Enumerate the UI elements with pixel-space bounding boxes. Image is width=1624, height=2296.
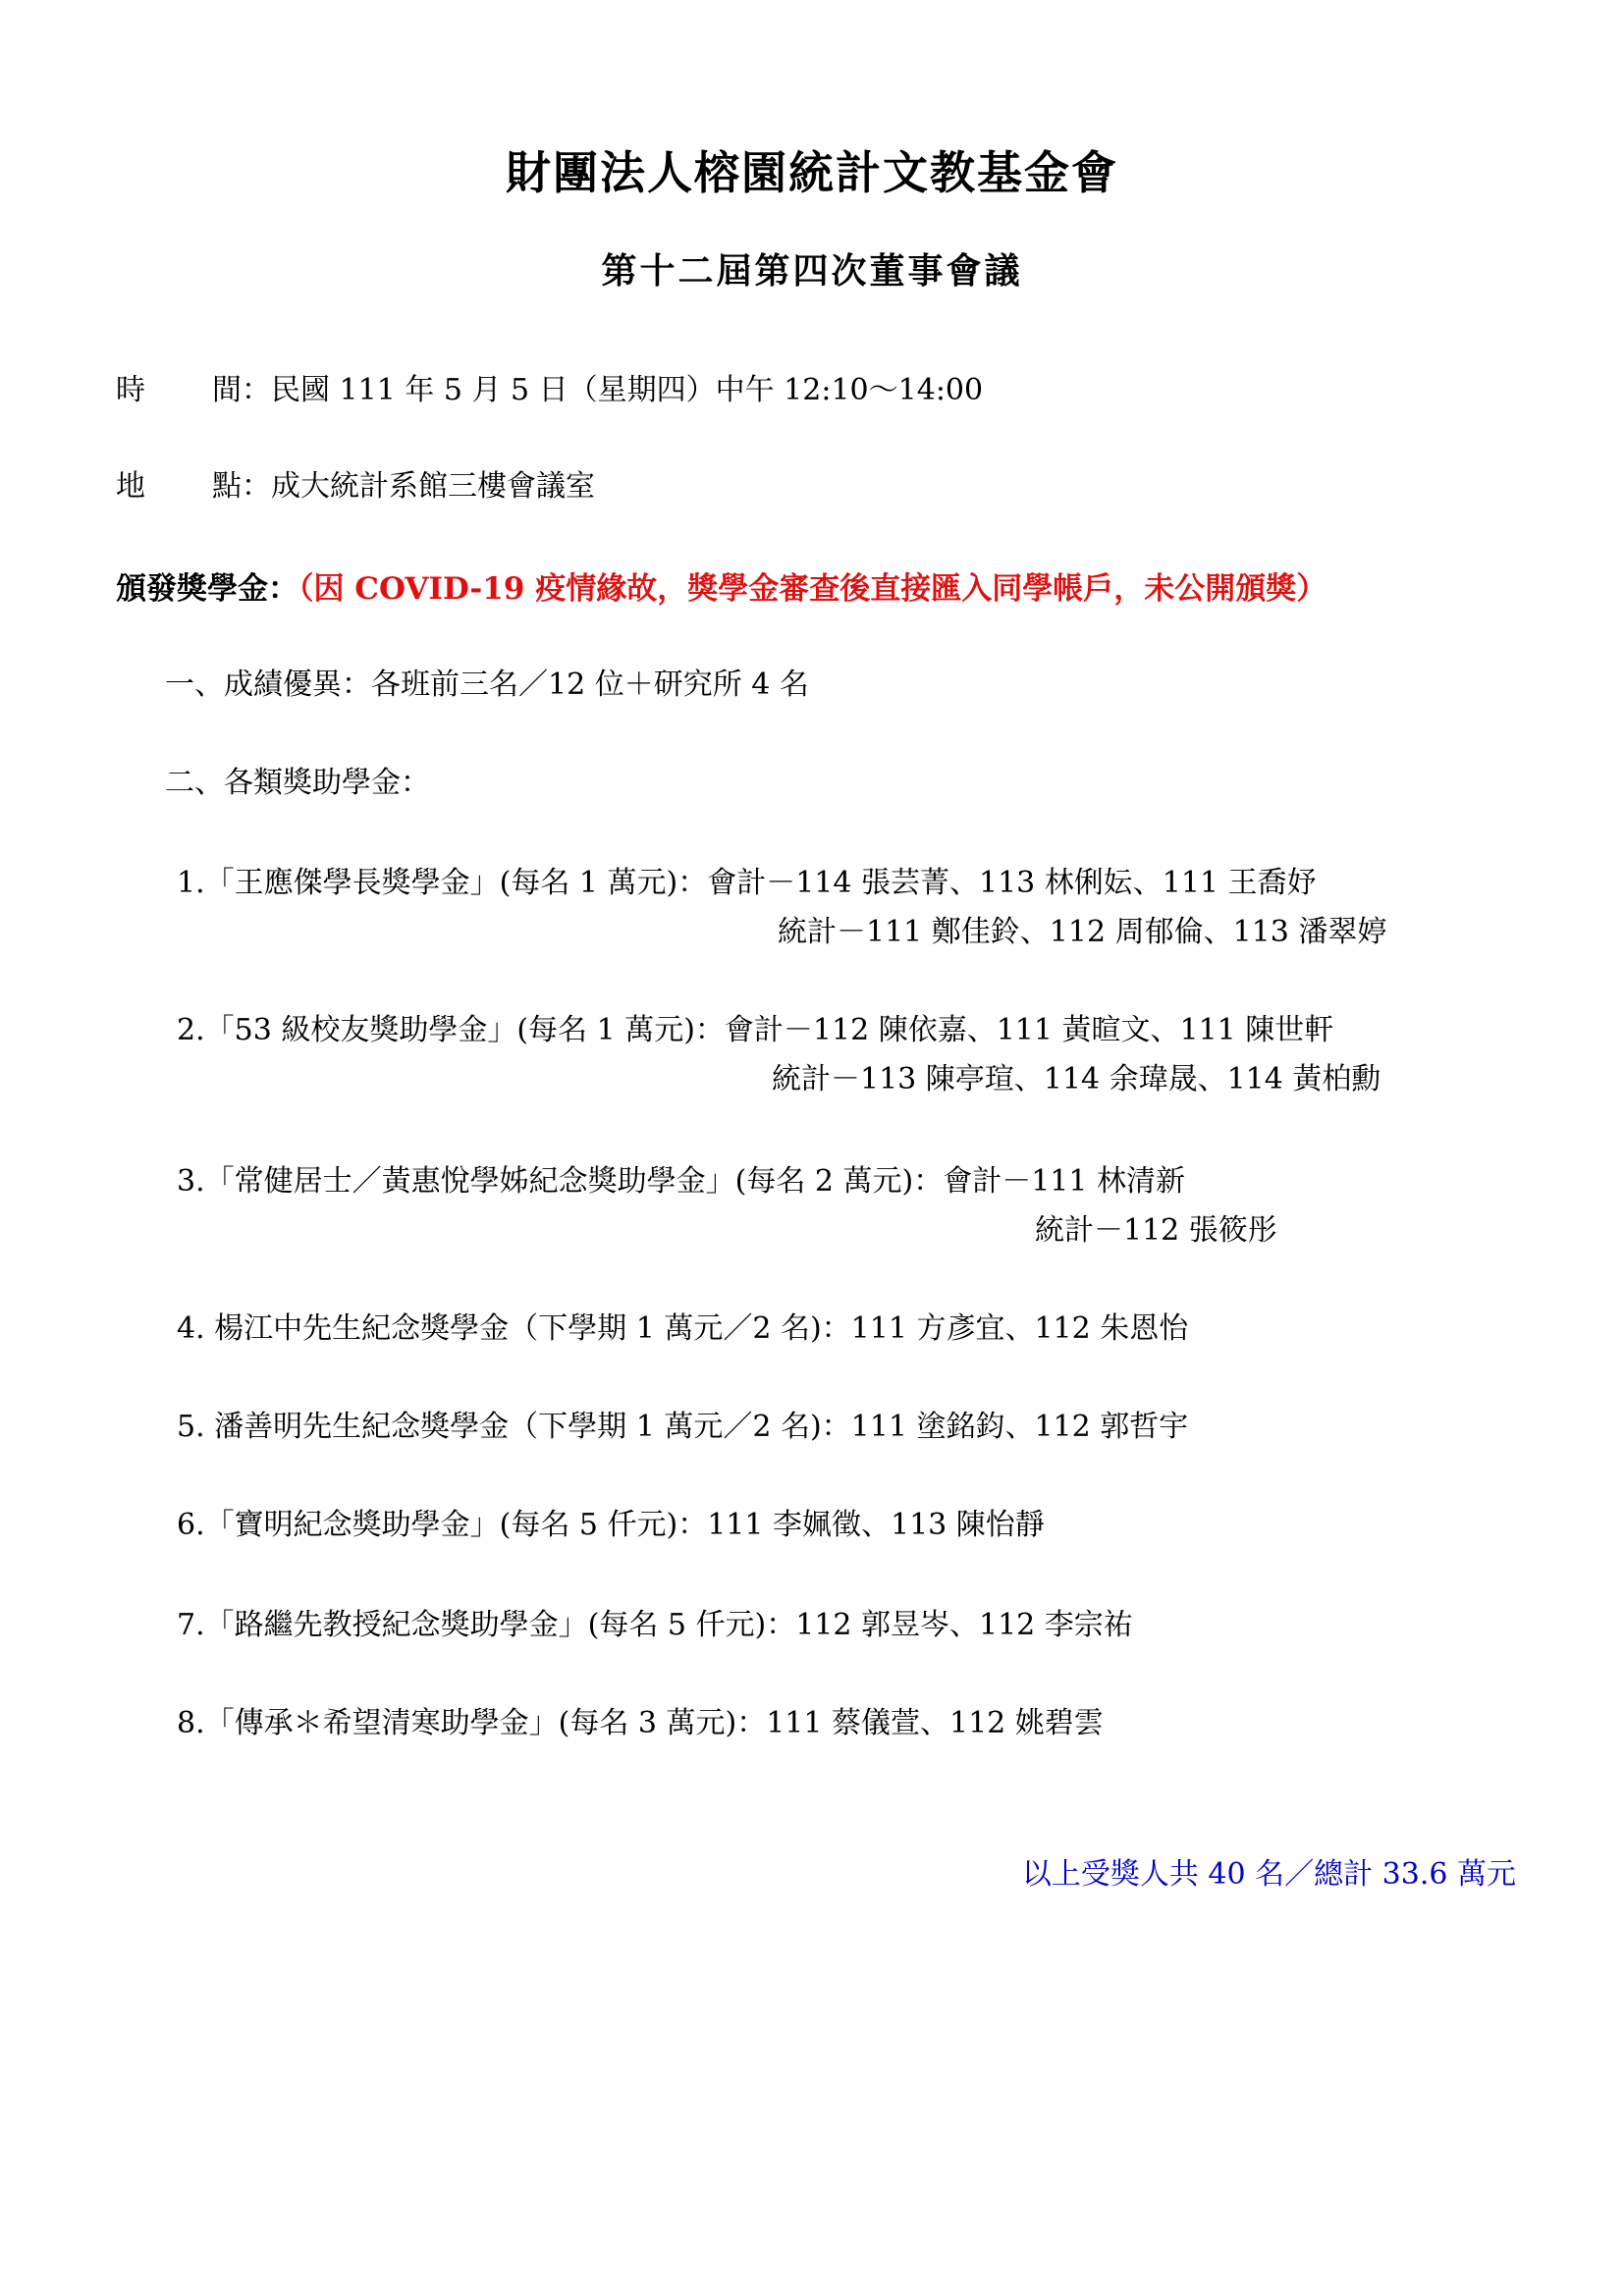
- scholarship-item-1-line1: 1.「王應傑學長獎學金」(每名 1 萬元)：會計－114 張芸菁、113 林俐妘、111 王喬妤: [177, 866, 1317, 900]
- category-excellent: 一、成績優異：各班前三名／12 位＋研究所 4 名: [165, 667, 809, 702]
- place-value: 成大統計系館三樓會議室: [271, 469, 595, 504]
- scholarship-item-2-line2: 統計－113 陳亭瑄、114 余瑋晟、114 黃柏勳: [772, 1062, 1381, 1096]
- meeting-time-row: [116, 371, 983, 410]
- scholarship-item-8: 8.「傳承＊希望清寒助學金」(每名 3 萬元)：111 蔡儀萱、112 姚碧雲: [177, 1706, 1104, 1740]
- place-label-char2: 點：: [212, 469, 271, 504]
- award-heading: [116, 563, 1326, 608]
- scholarship-item-6: 6.「寶明紀念獎助學金」(每名 5 仟元)：111 李姵徵、113 陳怡靜: [177, 1508, 1045, 1542]
- meeting-title: 第十二屆第四次董事會議: [601, 250, 1023, 292]
- meeting-place-row: [116, 467, 595, 507]
- place-label-char1: 地: [116, 469, 145, 504]
- scholarship-item-2-line1: 2.「53 級校友獎助學金」(每名 1 萬元)：會計－112 陳依嘉、111 黃暄文、111 陳世軒: [177, 1013, 1334, 1047]
- scholarship-item-1-line2: 統計－111 鄭佳鈴、112 周郁倫、113 潘翠婷: [778, 915, 1387, 949]
- category-scholarships: 二、各類獎助學金：: [165, 766, 430, 800]
- time-value: 民國 111 年 5 月 5 日（星期四）中午 12:10～14:00: [271, 373, 984, 407]
- scholarship-item-4: 4. 楊江中先生紀念獎學金（下學期 1 萬元／2 名)：111 方彥宜、112 朱恩怡: [177, 1311, 1189, 1346]
- scholarship-item-7: 7.「路繼先教授紀念獎助學金」(每名 5 仟元)：112 郭昱岑、112 李宗祐: [177, 1608, 1133, 1642]
- org-title: 財團法人榕園統計文教基金會: [506, 146, 1118, 199]
- total-summary: 以上受獎人共 40 名／總計 33.6 萬元: [1021, 1857, 1516, 1892]
- award-heading-note: （因 COVID-19 疫情緣故，獎學金審查後直接匯入同學帳戶，未公開頒獎）: [298, 571, 1327, 607]
- time-label-char1: 時: [116, 373, 145, 407]
- award-heading-label: 頒發獎學金：: [116, 571, 298, 607]
- time-label-char2: 間：: [212, 373, 271, 407]
- scholarship-item-3-line1: 3.「常健居士／黃惠悅學姊紀念獎助學金」(每名 2 萬元)：會計－111 林清新: [177, 1164, 1185, 1199]
- scholarship-item-5: 5. 潘善明先生紀念獎學金（下學期 1 萬元／2 名)：111 塗銘鈞、112 郭哲宇: [177, 1410, 1189, 1444]
- scholarship-item-3-line2: 統計－112 張筱彤: [1035, 1213, 1277, 1248]
